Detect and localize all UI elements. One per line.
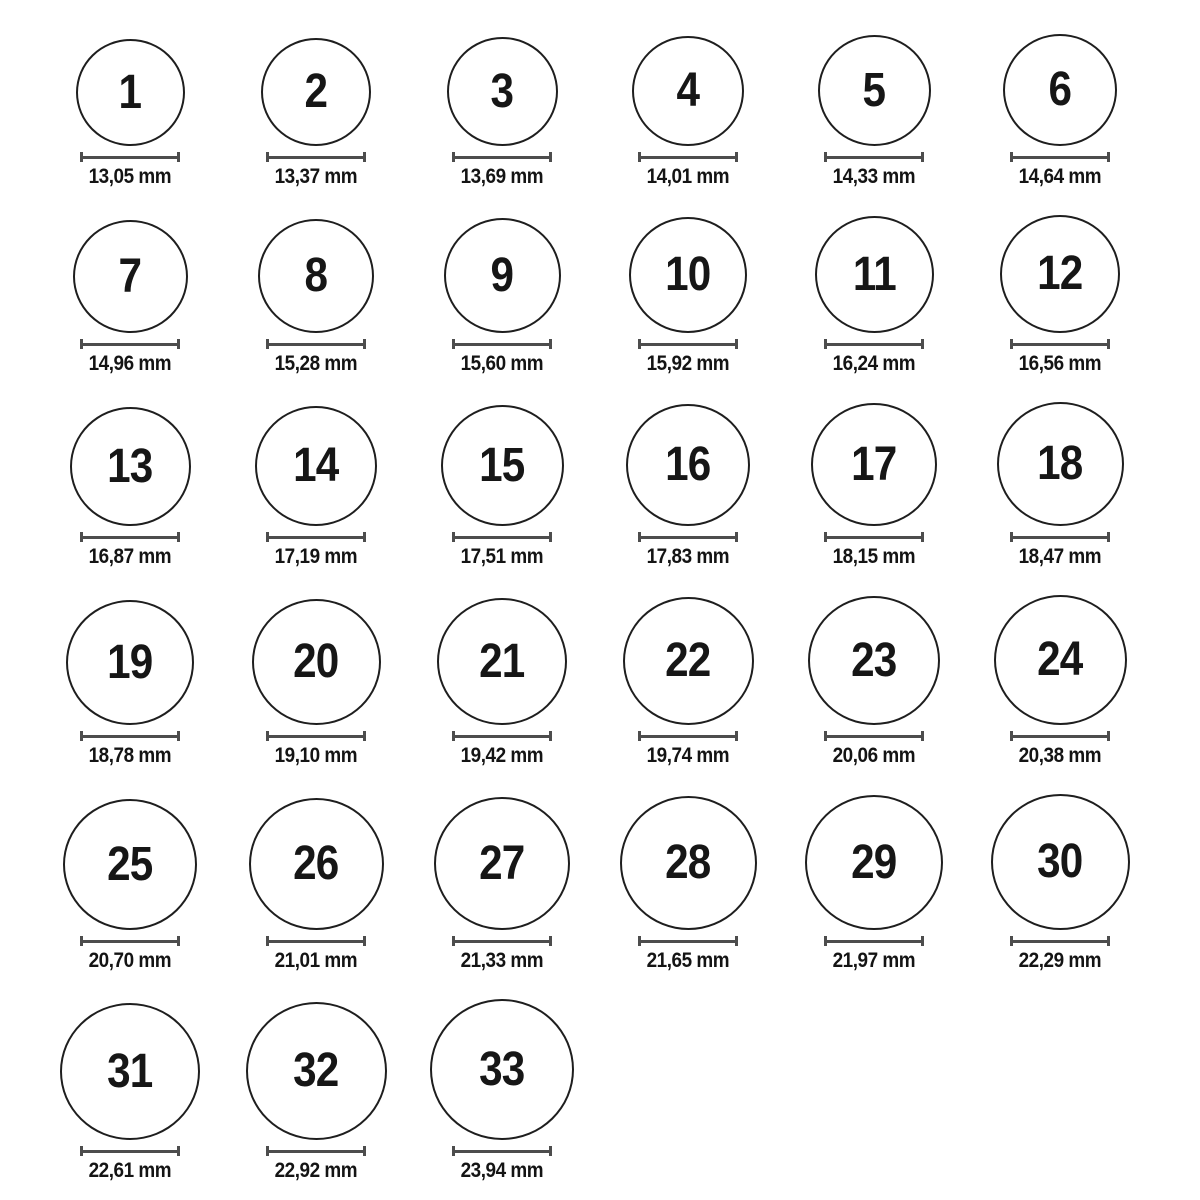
chart-row <box>37 595 1200 767</box>
diameter-line <box>80 731 180 741</box>
diameter-label-text: 23,94 mm <box>460 1159 544 1183</box>
measure-bar <box>1011 940 1109 943</box>
diameter-label-text: 13,69 mm <box>460 165 544 188</box>
chart-row <box>37 215 1200 375</box>
measure-bar <box>1011 156 1109 159</box>
diameter-label <box>642 353 734 375</box>
diameter-label <box>1014 546 1106 568</box>
ring-size-item <box>223 38 409 188</box>
ring-size-number: 27 <box>479 836 525 890</box>
ring-circle <box>811 403 937 526</box>
diameter-label <box>1014 950 1106 972</box>
measure-tick-right-icon <box>921 731 924 741</box>
diameter-label <box>84 353 176 375</box>
ring-circle <box>632 36 744 146</box>
ring-size-item <box>595 597 781 767</box>
diameter-line <box>824 532 924 542</box>
ring-circle <box>623 597 754 725</box>
diameter-label-text: 15,28 mm <box>274 352 358 376</box>
measure-tick-right-icon <box>363 532 366 542</box>
diameter-label <box>270 546 362 568</box>
ring-size-number: 30 <box>1037 835 1083 889</box>
diameter-label-text: 20,06 mm <box>832 744 916 768</box>
diameter-line <box>80 1146 180 1156</box>
ring-circle <box>430 999 574 1140</box>
measure-tick-right-icon <box>177 731 180 741</box>
diameter-label <box>828 353 920 375</box>
diameter-label-text: 22,29 mm <box>1018 949 1102 973</box>
measure-tick-right-icon <box>921 532 924 542</box>
ring-size-item <box>967 595 1153 767</box>
chart-row <box>37 34 1200 188</box>
diameter-line <box>452 1146 552 1156</box>
diameter-label <box>270 1160 362 1182</box>
diameter-line <box>638 339 738 349</box>
diameter-label-text: 14,64 mm <box>1018 165 1102 188</box>
diameter-line <box>266 152 366 162</box>
measure-tick-right-icon <box>1107 339 1110 349</box>
ring-circle <box>258 219 374 333</box>
measure-tick-right-icon <box>1107 936 1110 946</box>
ring-size-number: 33 <box>479 1042 525 1096</box>
diameter-label <box>456 1160 548 1182</box>
measure-bar <box>1011 735 1109 738</box>
measure-tick-right-icon <box>1107 152 1110 162</box>
diameter-label-text: 18,15 mm <box>832 545 916 569</box>
ring-size-number: 1 <box>118 65 142 119</box>
ring-circle <box>805 795 943 930</box>
diameter-line <box>638 152 738 162</box>
diameter-line <box>824 731 924 741</box>
ring-size-item <box>37 220 223 375</box>
measure-bar <box>267 536 365 539</box>
measure-bar <box>267 156 365 159</box>
ring-size-item <box>37 799 223 972</box>
ring-size-item <box>223 798 409 972</box>
measure-bar <box>81 940 179 943</box>
ring-size-number: 11 <box>852 247 896 301</box>
diameter-label-text: 19,74 mm <box>646 744 730 768</box>
ring-circle <box>994 595 1127 725</box>
diameter-label <box>456 353 548 375</box>
ring-circle <box>66 600 194 725</box>
ring-circle <box>60 1003 200 1140</box>
measure-tick-right-icon <box>177 936 180 946</box>
ring-circle <box>249 798 384 930</box>
ring-size-item <box>595 796 781 972</box>
ring-size-number: 3 <box>490 64 514 118</box>
ring-circle <box>441 405 564 526</box>
measure-tick-right-icon <box>549 1146 552 1156</box>
ring-circle <box>629 217 747 333</box>
diameter-label-text: 21,65 mm <box>646 949 730 973</box>
diameter-line <box>80 532 180 542</box>
diameter-line <box>1010 731 1110 741</box>
diameter-label <box>84 546 176 568</box>
chart-row <box>37 794 1200 972</box>
diameter-label <box>456 950 548 972</box>
ring-size-number: 29 <box>851 835 897 889</box>
diameter-line <box>1010 936 1110 946</box>
ring-size-number: 6 <box>1048 63 1072 116</box>
ring-circle <box>818 35 931 146</box>
ring-size-item <box>595 217 781 375</box>
measure-tick-right-icon <box>735 936 738 946</box>
ring-size-number: 2 <box>304 65 328 118</box>
ring-size-number: 25 <box>107 837 153 891</box>
ring-circle <box>261 38 371 146</box>
diameter-label <box>642 745 734 767</box>
ring-size-item <box>781 216 967 375</box>
diameter-label-text: 20,70 mm <box>88 949 172 973</box>
measure-tick-right-icon <box>735 532 738 542</box>
diameter-label-text: 21,01 mm <box>274 949 358 973</box>
ring-size-number: 26 <box>293 837 339 891</box>
diameter-line <box>452 936 552 946</box>
diameter-label-text: 14,01 mm <box>646 165 730 188</box>
measure-bar <box>267 735 365 738</box>
ring-circle <box>444 218 561 333</box>
ring-size-item <box>409 37 595 188</box>
diameter-label <box>642 546 734 568</box>
diameter-label <box>84 166 176 188</box>
ring-size-number: 14 <box>293 439 339 493</box>
diameter-line <box>452 532 552 542</box>
ring-circle <box>626 404 750 526</box>
ring-circle <box>252 599 381 725</box>
ring-size-number: 24 <box>1037 633 1083 687</box>
diameter-line <box>824 936 924 946</box>
ring-size-item <box>37 39 223 188</box>
measure-tick-right-icon <box>363 1146 366 1156</box>
chart-row <box>37 999 1200 1182</box>
measure-bar <box>825 343 923 346</box>
diameter-label <box>828 166 920 188</box>
ring-size-item <box>409 405 595 568</box>
diameter-line <box>638 731 738 741</box>
ring-size-number: 13 <box>107 439 153 493</box>
measure-tick-right-icon <box>177 532 180 542</box>
diameter-label <box>270 950 362 972</box>
diameter-label <box>1014 745 1106 767</box>
ring-size-number: 20 <box>293 635 339 689</box>
measure-tick-right-icon <box>549 152 552 162</box>
measure-bar <box>1011 343 1109 346</box>
ring-size-number: 32 <box>293 1044 339 1098</box>
diameter-label-text: 15,92 mm <box>646 352 730 376</box>
measure-bar <box>267 940 365 943</box>
ring-circle <box>997 402 1124 526</box>
measure-bar <box>825 536 923 539</box>
measure-tick-right-icon <box>549 731 552 741</box>
diameter-label <box>270 353 362 375</box>
measure-bar <box>639 940 737 943</box>
ring-size-number: 7 <box>118 249 142 303</box>
diameter-label-text: 13,05 mm <box>88 165 172 188</box>
ring-size-number: 18 <box>1037 437 1083 491</box>
diameter-line <box>824 339 924 349</box>
ring-circle <box>63 799 197 930</box>
measure-bar <box>639 343 737 346</box>
diameter-line <box>80 339 180 349</box>
diameter-line <box>266 339 366 349</box>
measure-tick-right-icon <box>735 731 738 741</box>
diameter-line <box>638 936 738 946</box>
diameter-line <box>1010 152 1110 162</box>
measure-bar <box>639 536 737 539</box>
measure-tick-right-icon <box>177 152 180 162</box>
diameter-line <box>266 731 366 741</box>
diameter-label <box>1014 166 1106 188</box>
measure-tick-right-icon <box>735 339 738 349</box>
diameter-line <box>266 1146 366 1156</box>
measure-bar <box>825 735 923 738</box>
measure-bar <box>81 343 179 346</box>
diameter-label <box>456 166 548 188</box>
diameter-label <box>84 745 176 767</box>
diameter-label-text: 20,38 mm <box>1018 744 1102 768</box>
diameter-line <box>80 152 180 162</box>
ring-circle <box>76 39 185 146</box>
ring-size-number: 4 <box>676 64 700 117</box>
ring-size-number: 16 <box>665 438 711 492</box>
diameter-label-text: 21,97 mm <box>832 949 916 973</box>
measure-tick-right-icon <box>549 936 552 946</box>
measure-bar <box>639 735 737 738</box>
measure-bar <box>453 343 551 346</box>
ring-size-item <box>409 218 595 375</box>
ring-size-item <box>781 403 967 568</box>
ring-circle <box>991 794 1130 930</box>
ring-size-item <box>781 35 967 188</box>
measure-tick-right-icon <box>363 936 366 946</box>
measure-tick-right-icon <box>549 339 552 349</box>
ring-circle <box>1003 34 1117 146</box>
ring-size-item <box>223 599 409 767</box>
measure-tick-right-icon <box>363 731 366 741</box>
ring-size-item <box>37 1003 223 1182</box>
diameter-label-text: 16,56 mm <box>1018 352 1102 376</box>
diameter-line <box>452 731 552 741</box>
diameter-line <box>1010 532 1110 542</box>
ring-size-item <box>967 34 1153 188</box>
ring-size-number: 23 <box>851 633 897 687</box>
measure-bar <box>267 343 365 346</box>
ring-size-item <box>409 797 595 972</box>
diameter-line <box>452 339 552 349</box>
diameter-line <box>638 532 738 542</box>
diameter-label <box>270 166 362 188</box>
diameter-label <box>84 1160 176 1182</box>
ring-circle <box>437 598 567 725</box>
ring-size-item <box>37 407 223 568</box>
diameter-label <box>642 950 734 972</box>
ring-circle <box>70 407 191 526</box>
ring-size-item <box>967 215 1153 375</box>
diameter-label-text: 15,60 mm <box>460 352 544 376</box>
diameter-line <box>824 152 924 162</box>
measure-bar <box>81 536 179 539</box>
ring-circle <box>447 37 558 146</box>
diameter-label-text: 13,37 mm <box>274 165 358 188</box>
measure-bar <box>453 156 551 159</box>
diameter-label-text: 17,19 mm <box>274 545 358 569</box>
diameter-label-text: 19,10 mm <box>274 744 358 768</box>
ring-circle <box>255 406 377 526</box>
ring-size-item <box>409 999 595 1182</box>
ring-size-item <box>595 36 781 188</box>
measure-tick-right-icon <box>363 152 366 162</box>
measure-bar <box>81 156 179 159</box>
measure-bar <box>453 1150 551 1153</box>
diameter-label <box>642 166 734 188</box>
measure-bar <box>453 940 551 943</box>
diameter-label-text: 21,33 mm <box>460 949 544 973</box>
measure-tick-right-icon <box>735 152 738 162</box>
ring-size-item <box>409 598 595 767</box>
ring-size-item <box>37 600 223 767</box>
diameter-label-text: 22,61 mm <box>88 1159 172 1183</box>
measure-bar <box>1011 536 1109 539</box>
ring-size-number: 28 <box>665 836 711 890</box>
diameter-label-text: 22,92 mm <box>274 1159 358 1183</box>
ring-size-item <box>223 406 409 568</box>
diameter-label <box>456 745 548 767</box>
ring-size-number: 9 <box>490 248 514 302</box>
diameter-label-text: 19,42 mm <box>460 744 544 768</box>
ring-circle <box>246 1002 387 1140</box>
ring-circle <box>1000 215 1120 333</box>
diameter-label <box>1014 353 1106 375</box>
diameter-label <box>270 745 362 767</box>
ring-circle <box>815 216 934 333</box>
measure-tick-right-icon <box>921 152 924 162</box>
measure-bar <box>825 156 923 159</box>
diameter-label <box>828 950 920 972</box>
diameter-line <box>1010 339 1110 349</box>
ring-size-item <box>223 219 409 375</box>
ring-size-item <box>967 402 1153 568</box>
measure-bar <box>267 1150 365 1153</box>
measure-tick-right-icon <box>1107 532 1110 542</box>
diameter-label <box>828 745 920 767</box>
ring-circle <box>620 796 757 930</box>
ring-size-number: 31 <box>107 1044 153 1098</box>
measure-bar <box>453 536 551 539</box>
measure-tick-right-icon <box>549 532 552 542</box>
measure-tick-right-icon <box>363 339 366 349</box>
diameter-label-text: 16,24 mm <box>832 352 916 376</box>
measure-tick-right-icon <box>177 339 180 349</box>
diameter-line <box>452 152 552 162</box>
measure-bar <box>81 735 179 738</box>
diameter-line <box>266 936 366 946</box>
chart-row <box>37 402 1200 568</box>
ring-size-item <box>781 795 967 972</box>
ring-size-number: 5 <box>862 63 886 117</box>
ring-size-item <box>781 596 967 767</box>
ring-size-item <box>967 794 1153 972</box>
diameter-label <box>828 546 920 568</box>
diameter-label-text: 14,96 mm <box>88 352 172 376</box>
measure-bar <box>81 1150 179 1153</box>
measure-tick-right-icon <box>921 936 924 946</box>
diameter-label <box>456 546 548 568</box>
diameter-label-text: 14,33 mm <box>832 165 916 188</box>
diameter-line <box>266 532 366 542</box>
ring-size-grid <box>37 34 1200 1182</box>
diameter-label <box>84 950 176 972</box>
measure-bar <box>825 940 923 943</box>
ring-size-number: 17 <box>851 437 897 491</box>
measure-tick-right-icon <box>1107 731 1110 741</box>
measure-bar <box>453 735 551 738</box>
diameter-label-text: 18,78 mm <box>88 744 172 768</box>
ring-circle <box>434 797 570 930</box>
ring-circle <box>808 596 940 725</box>
ring-size-number: 21 <box>479 634 525 688</box>
ring-size-number: 19 <box>107 635 153 689</box>
diameter-label-text: 18,47 mm <box>1018 545 1102 569</box>
diameter-label-text: 16,87 mm <box>88 545 172 569</box>
ring-size-number: 12 <box>1037 247 1083 301</box>
diameter-label-text: 17,83 mm <box>646 545 730 569</box>
diameter-line <box>80 936 180 946</box>
ring-circle <box>73 220 188 333</box>
ring-size-number: 15 <box>479 438 525 492</box>
diameter-label-text: 17,51 mm <box>460 545 544 569</box>
measure-tick-right-icon <box>921 339 924 349</box>
ring-size-number: 22 <box>665 634 711 688</box>
ring-size-number: 8 <box>304 249 328 303</box>
ring-size-item <box>223 1002 409 1182</box>
ring-size-item <box>595 404 781 568</box>
measure-bar <box>639 156 737 159</box>
measure-tick-right-icon <box>177 1146 180 1156</box>
ring-size-number: 10 <box>665 248 711 302</box>
